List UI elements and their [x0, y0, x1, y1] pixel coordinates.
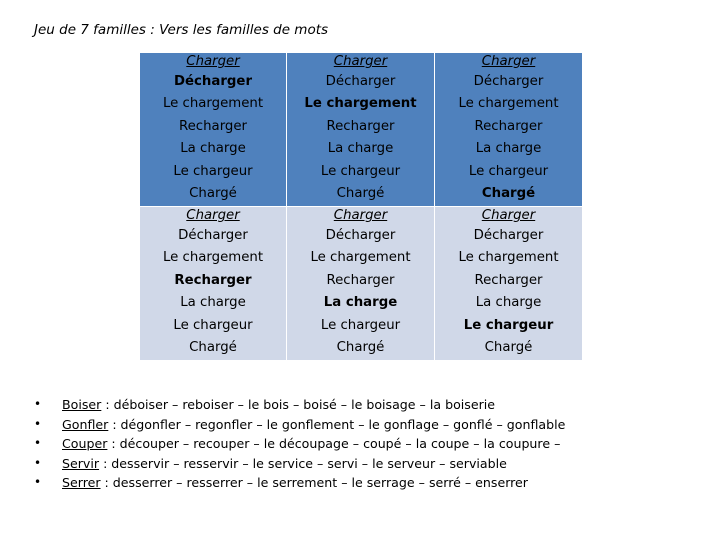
card-word: Charger: [186, 54, 240, 69]
card-word: Le chargement: [458, 96, 559, 112]
card-word: Charger: [481, 208, 536, 223]
bullet-icon: •: [34, 416, 42, 431]
card-word: Chargé: [189, 185, 237, 201]
family-words: : dégonfler – regonfler – le gonflement – le gonflage – gonflé – gonflable: [108, 416, 566, 432]
card-word: Charger: [481, 54, 536, 69]
card-word: La charge: [327, 141, 394, 157]
family-keyword: Boiser: [62, 397, 102, 412]
card-word: Recharger: [178, 118, 248, 134]
family-words: : découper – recouper – le découpage – coupé – la coupe – la coupure –: [107, 436, 561, 451]
card-word: Décharger: [325, 228, 396, 243]
family-card: [140, 207, 286, 360]
family-card: [287, 53, 434, 206]
page-title: Jeu de 7 familles : Vers les familles de mots: [34, 22, 329, 38]
family-words: : desserrer – resserrer – le serrement – le serrage – serré – enserrer: [100, 475, 528, 490]
card-word: La charge: [180, 141, 246, 157]
card-word: Recharger: [326, 272, 395, 288]
bullet-icon: •: [34, 455, 42, 470]
card-word: Le chargeur: [320, 163, 401, 179]
family-keyword: Gonfler: [62, 416, 109, 432]
card-word: Le chargeur: [173, 317, 253, 333]
bullet-icon: •: [34, 475, 42, 489]
card-word: Recharger: [474, 272, 543, 288]
card-word: Chargé: [189, 339, 237, 355]
family-keyword: Couper: [62, 436, 108, 451]
card-word: Charger: [186, 208, 240, 223]
card-word: Le chargement: [304, 96, 417, 112]
card-word: Le chargement: [458, 250, 559, 266]
card-word: Chargé: [336, 339, 385, 355]
card-word: Recharger: [326, 118, 395, 134]
family-keyword: Serrer: [62, 475, 101, 490]
card-word: Chargé: [484, 339, 533, 355]
card-word: Chargé: [481, 185, 536, 201]
card-word: La charge: [475, 295, 542, 311]
family-words: : déboiser – reboiser – le bois – boisé – le boisage – la boiserie: [101, 397, 496, 412]
card-word: Recharger: [474, 118, 543, 134]
bullet-icon: •: [34, 397, 42, 411]
card-word: Charger: [333, 208, 388, 223]
card-word: La charge: [180, 295, 246, 311]
card-word: Décharger: [178, 228, 248, 243]
family-card: [140, 53, 286, 206]
card-word: Charger: [333, 54, 388, 69]
card-word: Décharger: [473, 228, 544, 243]
card-word: Le chargeur: [320, 317, 401, 333]
card-word: Chargé: [336, 185, 385, 201]
card-word: Le chargeur: [173, 163, 253, 179]
card-word: Le chargeur: [463, 317, 554, 333]
family-card: [435, 207, 582, 360]
bullet-icon: •: [34, 436, 42, 450]
family-keyword: Servir: [62, 455, 100, 471]
card-word: Recharger: [174, 272, 252, 288]
card-word: Le chargeur: [468, 163, 549, 179]
family-card: [435, 53, 582, 206]
card-word: La charge: [323, 295, 398, 311]
family-card: [287, 207, 434, 360]
card-word: Décharger: [473, 74, 544, 89]
card-grid: [140, 53, 582, 359]
card-word: Le chargement: [310, 250, 411, 266]
family-words: : desservir – resservir – le service – servi – le serveur – serviable: [99, 455, 507, 471]
card-word: Le chargement: [162, 250, 264, 266]
card-word: La charge: [475, 141, 542, 157]
card-word: Décharger: [173, 74, 253, 89]
card-word: Décharger: [325, 74, 396, 89]
card-word: Le chargement: [162, 96, 264, 112]
